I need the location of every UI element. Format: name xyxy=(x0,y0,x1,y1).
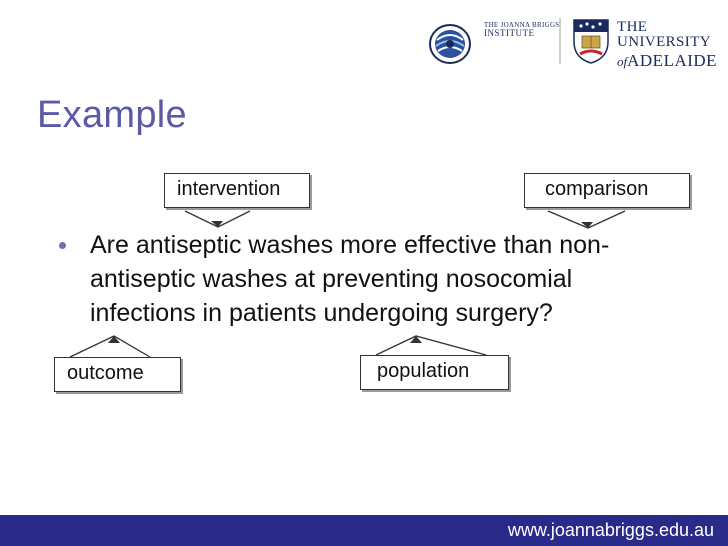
jbi-name-line1: THE JOANNA BRIGGS xyxy=(484,21,560,29)
bullet-dot xyxy=(59,242,66,249)
uoa-name-prefix: of xyxy=(617,54,628,69)
footer-url: www.joannabriggs.edu.au xyxy=(507,520,714,540)
population-arrow xyxy=(376,336,486,355)
outcome-arrow xyxy=(70,336,150,357)
label-comparison: comparison xyxy=(524,173,690,208)
label-intervention: intervention xyxy=(164,173,310,208)
bullet-text: Are antiseptic washes more effective than non-antiseptic washes at preventing nosocomial infections in patients undergoing surgery? xyxy=(90,231,610,327)
slide-title: Example xyxy=(37,94,187,136)
uoa-name-line1: THE UNIVERSITY xyxy=(617,19,711,50)
jbi-name-line2: INSTITUTE xyxy=(484,28,535,39)
label-outcome: outcome xyxy=(54,357,181,392)
uoa-name-main: ADELAIDE xyxy=(627,51,718,70)
label-population: population xyxy=(360,355,509,390)
